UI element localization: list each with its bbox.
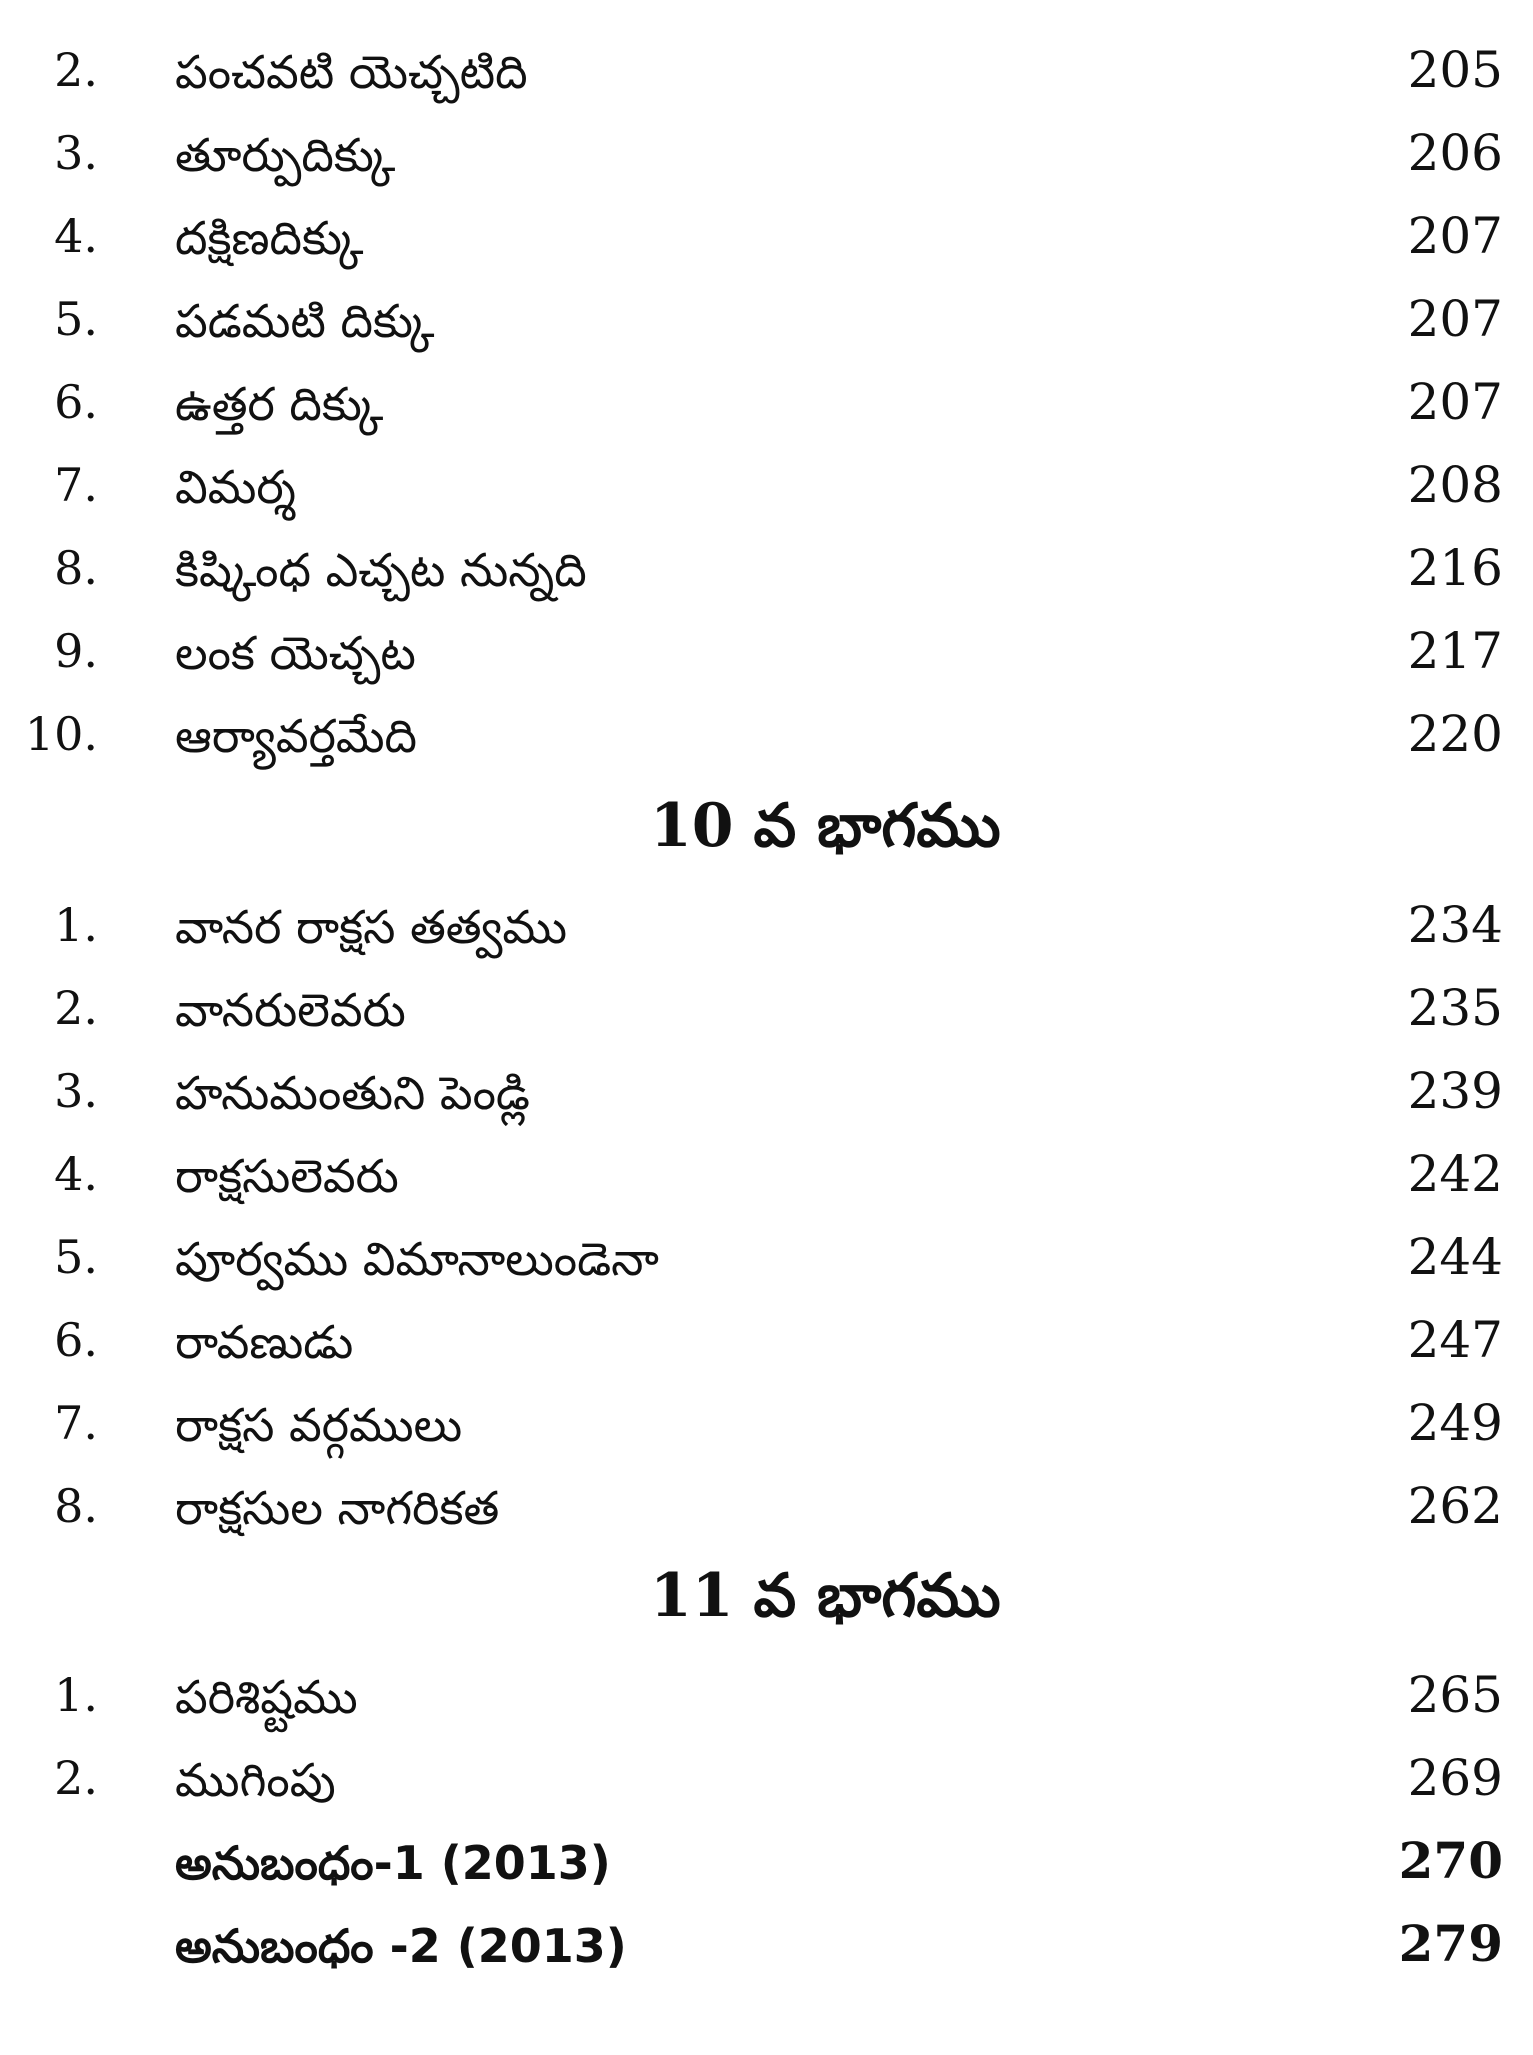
toc-appendix-entry [0,1821,1533,1901]
entry-number: 2. [54,981,98,1035]
entry-title: ఆర్యావర్తమేది [175,709,418,763]
entry-title: పూర్వము విమానాలుండెనా [175,1232,659,1286]
entry-page-number: 207 [1407,373,1503,431]
entry-page-number: 249 [1407,1394,1503,1452]
entry-title: పరిశిష్టము [175,1670,358,1724]
section-heading-label: వ భాగము [753,791,1001,861]
entry-number: 3. [54,126,98,180]
toc-entry [0,1051,1533,1131]
entry-title: రావణుడు [175,1315,354,1369]
entry-number: 2. [54,1751,98,1805]
entry-number: 6. [54,1313,98,1367]
entry-page-number: 206 [1407,124,1503,182]
entry-title: వానరులెవరు [175,983,406,1037]
appendix-title: అనుబంధం -2 (2013) [175,1919,627,1973]
entry-title: రాక్షస వర్గములు [175,1398,463,1452]
entry-title: విమర్శ [175,460,296,514]
entry-page-number: 217 [1407,622,1503,680]
section-heading-label: వ భాగము [753,1561,1001,1631]
toc-entry [0,1738,1533,1818]
entry-number: 5. [54,1230,98,1284]
appendix-page-number: 279 [1398,1914,1503,1973]
entry-number: 10. [24,707,98,761]
entry-number: 4. [54,209,98,263]
entry-number: 7. [54,458,98,512]
entry-page-number: 244 [1407,1228,1503,1286]
entry-page-number: 208 [1407,456,1503,514]
section-heading-number: 10 [650,791,734,861]
entry-title: పంచవటి యెచ్చటిది [175,45,528,99]
entry-number: 8. [54,1479,98,1533]
section-heading-number: 11 [650,1561,734,1631]
entry-page-number: 207 [1407,207,1503,265]
entry-title: రాక్షసులెవరు [175,1149,399,1203]
toc-entry [0,528,1533,608]
entry-number: 8. [54,541,98,595]
entry-page-number: 216 [1407,539,1503,597]
toc-entry [0,279,1533,359]
entry-page-number: 207 [1407,290,1503,348]
entry-page-number: 220 [1407,705,1503,763]
toc-entry [0,1383,1533,1463]
entry-title: తూర్పుదిక్కు [175,128,396,182]
entry-page-number: 234 [1407,896,1503,954]
entry-title: దక్షిణదిక్కు [175,211,364,265]
section-heading-text [650,1560,1001,1632]
toc-entry [0,445,1533,525]
entry-page-number: 265 [1407,1666,1503,1724]
toc-entry [0,1217,1533,1297]
toc-entry [0,1300,1533,1380]
entry-number: 2. [54,43,98,97]
entry-page-number: 242 [1407,1145,1503,1203]
entry-number: 1. [54,1668,98,1722]
toc-entry [0,196,1533,276]
appendix-title: అనుబంధం-1 (2013) [175,1836,611,1890]
toc-entry [0,1134,1533,1214]
entry-number: 5. [54,292,98,346]
entry-number: 6. [54,375,98,429]
entry-number: 4. [54,1147,98,1201]
toc-entry [0,1655,1533,1735]
toc-entry [0,30,1533,110]
toc-entry [0,968,1533,1048]
entry-page-number: 235 [1407,979,1503,1037]
entry-page-number: 262 [1407,1477,1503,1535]
toc-entry [0,362,1533,442]
entry-title: వానర రాక్షస తత్వము [175,900,568,954]
section-heading [0,782,1533,872]
entry-page-number: 239 [1407,1062,1503,1120]
toc-appendix-entry [0,1904,1533,1984]
section-heading [0,1552,1533,1642]
section-heading-text [650,790,1001,862]
entry-title: ఉత్తర దిక్కు [175,377,384,431]
toc-entry [0,113,1533,193]
entry-number: 7. [54,1396,98,1450]
entry-page-number: 247 [1407,1311,1503,1369]
entry-page-number: 269 [1407,1749,1503,1807]
entry-title: లంక యెచ్చట [175,626,416,680]
toc-entry [0,1466,1533,1546]
toc-entry [0,611,1533,691]
entry-title: కిష్కింధ ఎచ్చట నున్నది [175,543,587,597]
toc-entry [0,885,1533,965]
entry-title: ముగింపు [175,1753,336,1807]
appendix-page-number: 270 [1398,1831,1503,1890]
toc-entry [0,694,1533,774]
entry-title: పడమటి దిక్కు [175,294,435,348]
entry-number: 3. [54,1064,98,1118]
entry-number: 1. [54,898,98,952]
entry-page-number: 205 [1407,41,1503,99]
entry-title: రాక్షసుల నాగరికత [175,1481,500,1535]
entry-title: హనుమంతుని పెండ్లి [175,1066,530,1120]
entry-number: 9. [54,624,98,678]
